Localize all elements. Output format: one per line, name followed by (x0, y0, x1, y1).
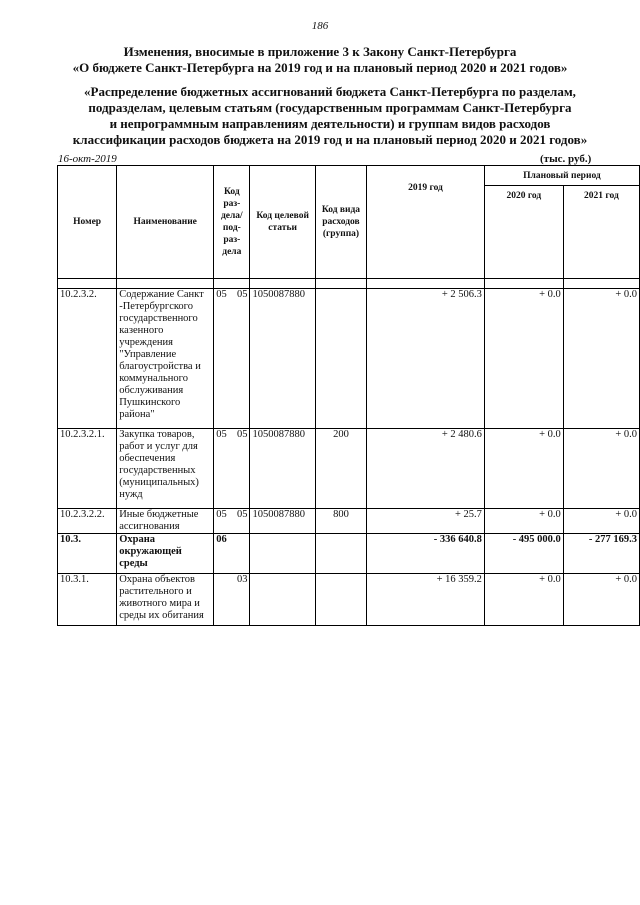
document-date: 16-окт-2019 (58, 153, 117, 165)
row-type: 800 (315, 509, 366, 534)
subtitle-line: классификации расходов бюджета на 2019 год и на плановый период 2020 и 2021 годов» (72, 132, 588, 147)
row-2020: + 0.0 (484, 429, 563, 509)
row-section-code: 05 (216, 289, 227, 300)
table-row (58, 574, 640, 626)
table-row (58, 509, 640, 534)
row-type: 200 (315, 429, 366, 509)
header-2019: 2019 год (367, 166, 485, 279)
header-name: Наименование (117, 166, 214, 279)
row-name: Иные бюджетные ассигнования (117, 509, 214, 534)
row-section (214, 289, 250, 429)
header-planned: Плановый период (484, 166, 639, 186)
row-2021: + 0.0 (563, 509, 639, 534)
row-2020: + 0.0 (484, 289, 563, 429)
header-target: Код целевой статьи (250, 166, 315, 279)
row-subsection-code: 05 (236, 289, 248, 300)
row-target: 1050087880 (250, 429, 315, 509)
header-type: Код вида расходов (группа) (315, 166, 366, 279)
subtitle-line: подразделам, целевым статьям (государственным программам Санкт-Петербурга (88, 100, 572, 115)
subtitle-line: «Распределение бюджетных ассигнований бюджета Санкт-Петербурга по разделам, (84, 84, 576, 99)
row-2019: + 16 359.2 (367, 574, 485, 626)
row-2021: + 0.0 (563, 574, 639, 626)
row-2020: + 0.0 (484, 574, 563, 626)
title-line: «О бюджете Санкт-Петербурга на 2019 год и на плановый период 2020 и 2021 годов» (72, 60, 568, 75)
unit-label: (тыс. руб.) (540, 153, 592, 165)
row-2021: - 277 169.3 (563, 534, 639, 574)
budget-table (57, 165, 640, 626)
row-name: Охрана окружающей среды (117, 534, 214, 574)
row-2020: - 495 000.0 (484, 534, 563, 574)
row-name: Содержание Санкт -Петербургского государственного казенного учреждения "Управление благоустройства и коммунального обслуживания Пушкинского района" (117, 289, 214, 429)
row-section-code: 05 (216, 509, 227, 520)
row-type (315, 574, 366, 626)
row-type (315, 289, 366, 429)
header-number: Номер (58, 166, 117, 279)
row-number: 10.3. (58, 534, 117, 574)
document-subtitle (10, 84, 640, 148)
row-2021: + 0.0 (563, 429, 639, 509)
subtitle-line: и непрограммным направлениям деятельности) и группам видов расходов (109, 116, 551, 131)
row-section (214, 574, 250, 626)
row-subsection-code: 05 (236, 429, 248, 440)
row-target: 1050087880 (250, 509, 315, 534)
row-name: Охрана объектов растительного и животного мира и среды их обитания (117, 574, 214, 626)
row-number: 10.2.3.2. (58, 289, 117, 429)
row-subsection-code: 05 (236, 509, 248, 520)
table-row (58, 289, 640, 429)
header-section: Код раз-дела/ под-раз-дела (214, 166, 250, 279)
row-2019: + 2 506.3 (367, 289, 485, 429)
row-2020: + 0.0 (484, 509, 563, 534)
row-number: 10.3.1. (58, 574, 117, 626)
row-type (315, 534, 366, 574)
page-number: 186 (311, 20, 329, 32)
title-line: Изменения, вносимые в приложение 3 к Закону Санкт-Петербурга (123, 44, 517, 59)
header-2020: 2020 год (484, 186, 563, 279)
row-section-code: 05 (216, 429, 227, 440)
row-section (214, 509, 250, 534)
row-2019: + 25.7 (367, 509, 485, 534)
row-section (214, 534, 250, 574)
row-section-code: 06 (216, 534, 227, 545)
row-target: 1050087880 (250, 289, 315, 429)
table-row (58, 534, 640, 574)
row-2019: + 2 480.6 (367, 429, 485, 509)
row-subsection-code: 03 (236, 574, 248, 585)
row-number: 10.2.3.2.2. (58, 509, 117, 534)
row-section (214, 429, 250, 509)
row-target (250, 534, 315, 574)
table-row (58, 429, 640, 509)
row-number: 10.2.3.2.1. (58, 429, 117, 509)
row-2019: - 336 640.8 (367, 534, 485, 574)
row-target (250, 574, 315, 626)
row-name: Закупка товаров, работ и услуг для обеспечения государственных (муниципальных) нужд (117, 429, 214, 509)
document-title (0, 44, 640, 76)
row-2021: + 0.0 (563, 289, 639, 429)
header-2021: 2021 год (563, 186, 639, 279)
